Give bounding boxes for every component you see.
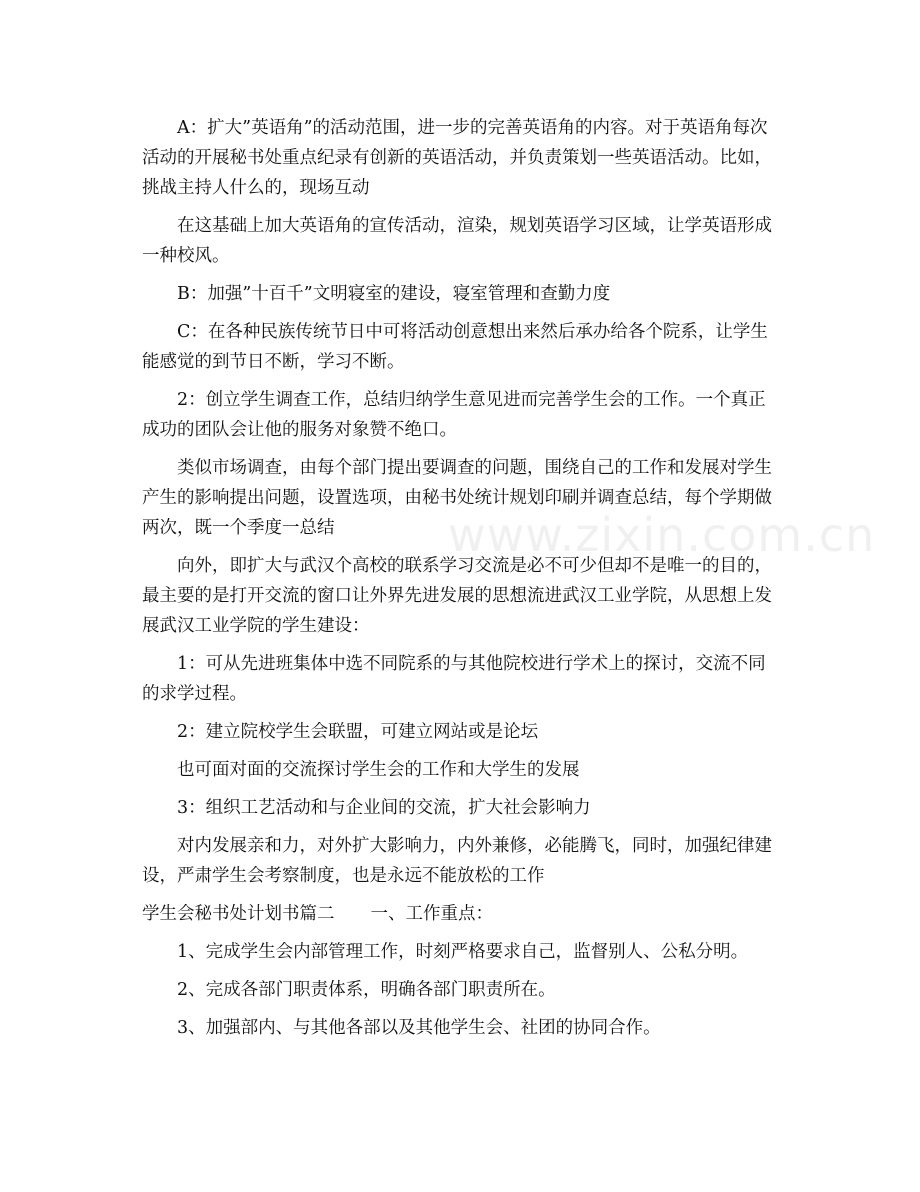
document-body bbox=[142, 113, 782, 1051]
paragraph-c: C：在各种民族传统节日中可将活动创意想出来然后承办给各个院系，让学生能感觉的到节日不断，学习不断。 bbox=[142, 322, 768, 372]
list-item: 1、完成学生会内部管理工作，时刻严格要求自己，监督别人、公私分明。 bbox=[177, 942, 749, 962]
list-item: 3、加强部内、与其他各部以及其他学生会、社团的协同合作。 bbox=[177, 1018, 661, 1038]
section-subtitle: 一、工作重点： bbox=[370, 904, 493, 924]
list-item: 2、完成各部门职责体系，明确各部门职责所在。 bbox=[177, 980, 556, 1000]
watermark: www.zixin.com.cn bbox=[448, 508, 876, 562]
paragraph-english-corner-promotion: 在这基础上加大英语角的宣传活动，渲染，规划英语学习区域，让学英语形成一种校风。 bbox=[142, 216, 772, 266]
paragraph-discipline: 对内发展亲和力，对外扩大影响力，内外兼修，必能腾飞，同时，加强纪律建设，严肃学生会考察制度，也是永远不能放松的工作 bbox=[142, 836, 772, 886]
paragraph-b: B：加强”十百千”文明寝室的建设，寝室管理和查勤力度 bbox=[177, 284, 611, 304]
paragraph-market-research: 类似市场调查，由每个部门提出要调查的问题，围绕自己的工作和发展对学生产生的影响提出问题，设置选项，由秘书处统计规划印刷并调查总结，每个学期做两次，既一个季度一总结 bbox=[142, 458, 772, 538]
paragraph-exchange-2: 2：建立院校学生会联盟，可建立网站或是论坛 bbox=[177, 722, 539, 742]
paragraph-external-exchange: 向外，即扩大与武汉个高校的联系学习交流是必不可少但却不是唯一的目的，最主要的是打开交流的窗口让外界先进发展的思想流进武汉工业学院，从思想上发展武汉工业学院的学生建设： bbox=[142, 556, 772, 636]
paragraph-a: A：扩大”英语角”的活动范围，进一步的完善英语角的内容。对于英语角每次活动的开展秘书处重点纪录有创新的英语活动，并负责策划一些英语活动。比如，挑战主持人什么的，现场互动 bbox=[142, 118, 772, 198]
paragraph-survey: 2：创立学生调查工作，总结归纳学生意见进而完善学生会的工作。一个真正成功的团队会让他的服务对象赞不绝口。 bbox=[142, 390, 766, 440]
paragraph-face-to-face: 也可面对面的交流探讨学生会的工作和大学生的发展 bbox=[177, 760, 580, 780]
section-title: 学生会秘书处计划书篇二 bbox=[142, 904, 335, 924]
section-heading bbox=[142, 899, 782, 929]
paragraph-exchange-3: 3：组织工艺活动和与企业间的交流，扩大社会影响力 bbox=[177, 798, 591, 818]
paragraph-exchange-1: 1：可从先进班集体中选不同院系的与其他院校进行学术上的探讨，交流不同的求学过程。 bbox=[142, 654, 766, 704]
